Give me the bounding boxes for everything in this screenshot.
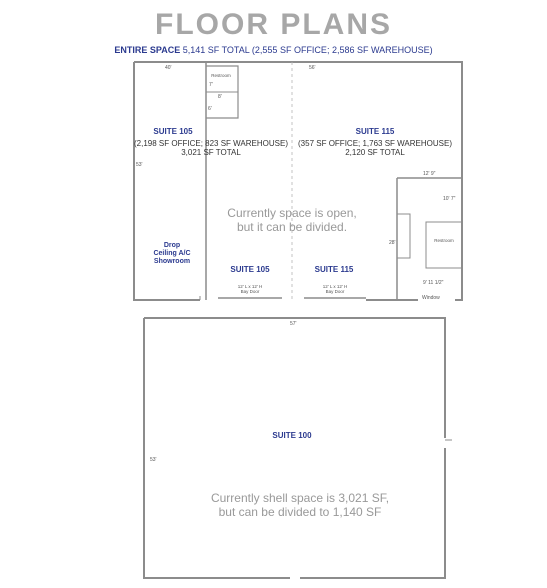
suite-105-name: SUITE 105 <box>153 127 193 136</box>
window-label: Window <box>422 295 440 301</box>
suite-115-bottom-label: SUITE 115 <box>314 265 354 274</box>
open-note-line2: but it can be divided. <box>236 220 348 234</box>
restroom-dim-b: 8' <box>218 94 222 100</box>
suite-105-detail-line2: 3,021 SF TOTAL <box>181 148 241 157</box>
restroom-dim-c: 6' <box>208 106 212 112</box>
dim-right-top: 12' 9" <box>423 171 436 177</box>
inner-room-label: Restroom <box>434 238 454 243</box>
bay-door-105-line1: 12' L x 12' H <box>237 284 263 289</box>
suite-115-name: SUITE 115 <box>355 127 395 136</box>
suite-105-bottom-label: SUITE 105 <box>230 265 270 274</box>
dim-top-left: 40' <box>165 65 172 71</box>
dim-mid-right: 28' <box>389 240 396 246</box>
showroom-line1: Drop <box>163 242 181 249</box>
shell-note-line2: but can be divided to 1,140 SF <box>218 505 382 519</box>
showroom-line2: Ceiling A/C <box>153 250 191 257</box>
entire-space-value: 5,141 SF TOTAL (2,555 SF OFFICE; 2,586 SF WAREHOUSE) <box>182 45 433 55</box>
lower-plan-walls <box>144 318 452 578</box>
open-note-line1: Currently space is open, <box>227 206 357 220</box>
bay-door-115-line2: Bay Door <box>325 289 345 294</box>
showroom-line3: Showroom <box>153 258 191 265</box>
page-title: FLOOR PLANS <box>155 8 392 41</box>
bay-door-105-line2: Bay Door <box>240 289 260 294</box>
suite-105-detail-line1: (2,198 SF OFFICE; 823 SF WAREHOUSE) <box>134 139 288 148</box>
shell-note-line1: Currently shell space is 3,021 SF, <box>210 491 390 505</box>
dim-right-inner: 10' 7" <box>443 196 456 202</box>
lower-outer-wall <box>144 318 445 578</box>
bay-door-115-line1: 12' L x 12' H <box>322 284 348 289</box>
suite-115-detail-line1: (357 SF OFFICE; 1,763 SF WAREHOUSE) <box>298 139 452 148</box>
entire-space-label: ENTIRE SPACE <box>114 45 181 55</box>
restroom-dim-a: 7' <box>209 82 213 88</box>
dim-top-right: 56' <box>309 65 316 71</box>
lower-dim-left: 53' <box>150 457 157 463</box>
dim-right-bottom: 9' 11 1/2" <box>423 280 444 286</box>
lower-dim-top: 57' <box>290 321 297 327</box>
suite-115-detail-line2: 2,120 SF TOTAL <box>345 148 405 157</box>
restroom-label: Restroom <box>211 73 231 78</box>
dim-left: 53' <box>136 162 143 168</box>
suite-100-name: SUITE 100 <box>272 431 312 440</box>
